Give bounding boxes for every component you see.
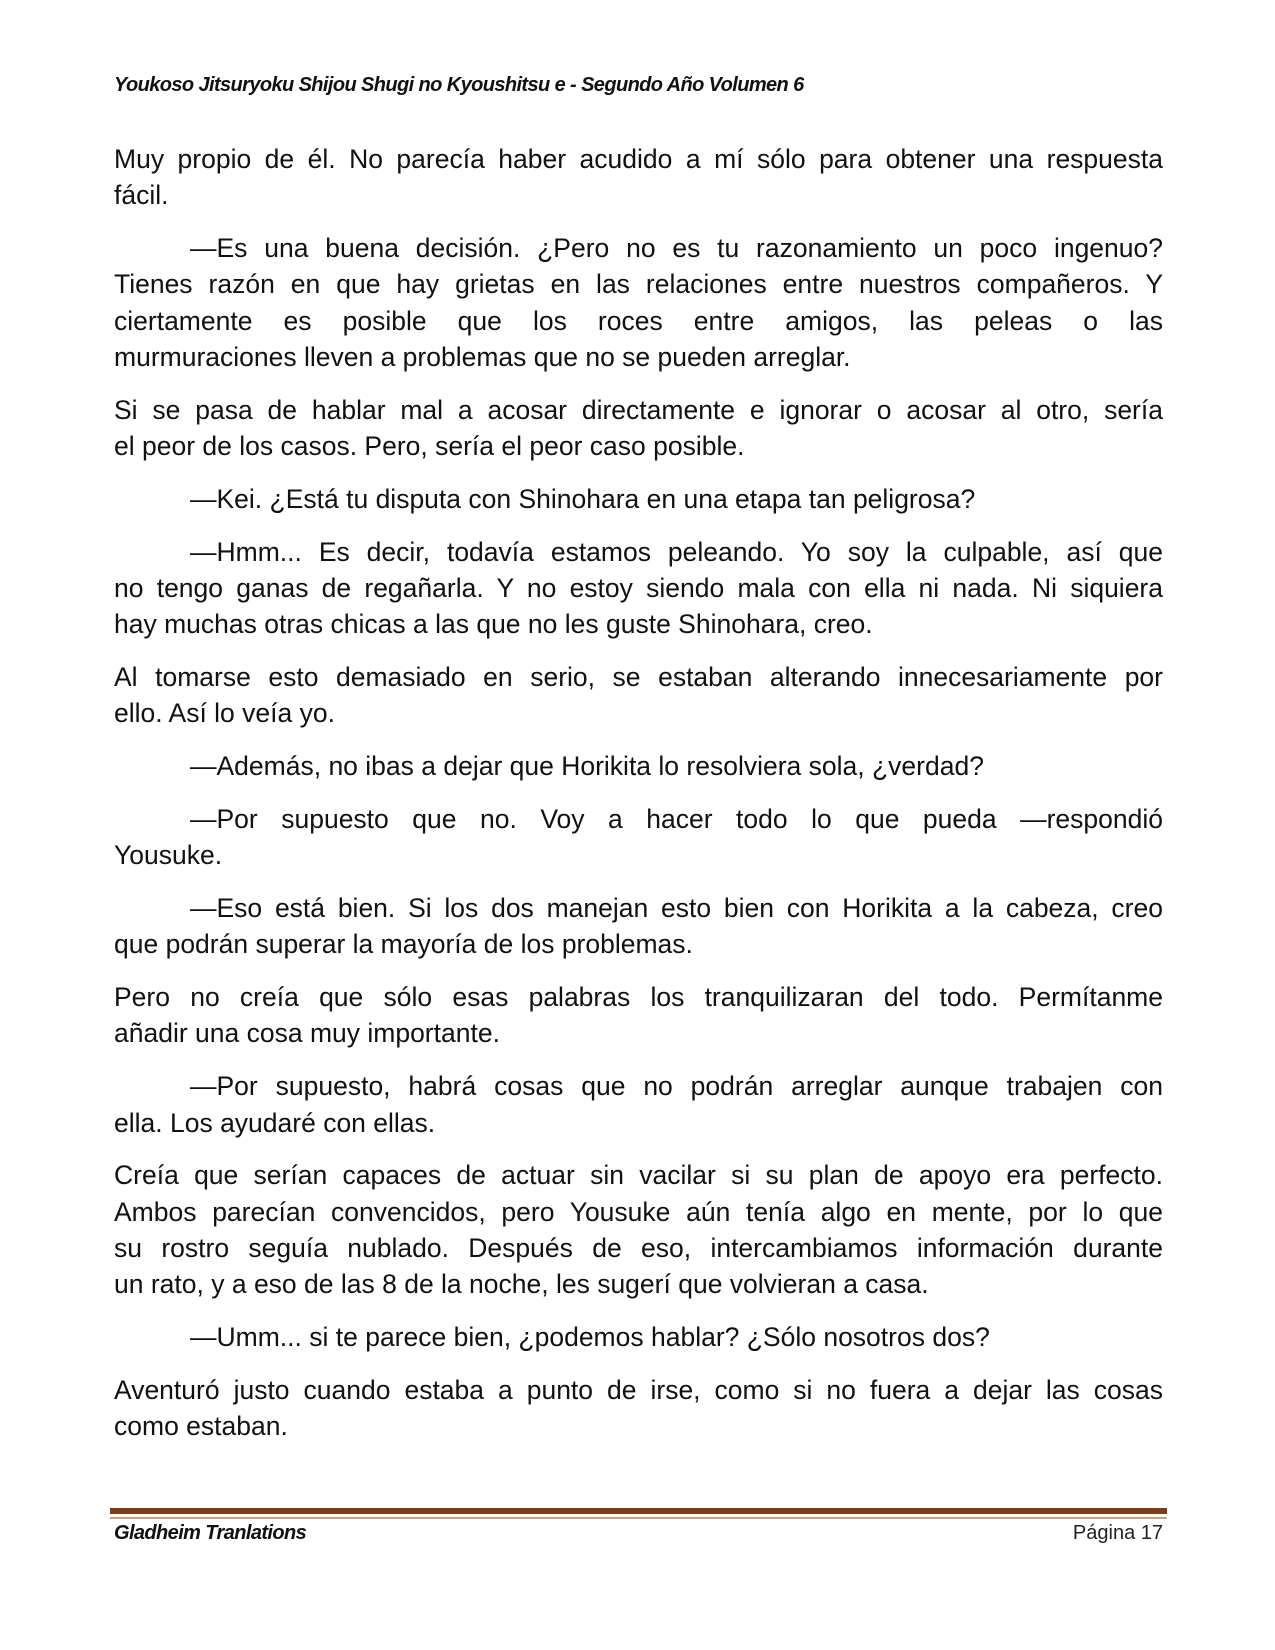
paragraph <box>114 392 1163 465</box>
paragraph <box>114 1157 1163 1302</box>
text-line: ello. Así lo veía yo. <box>114 698 335 729</box>
text-line: Si se pasa de hablar mal a acosar directamente e ignorar o acosar al otro, sería <box>114 394 1163 425</box>
text-line: —Es una buena decisión. ¿Pero no es tu razonamiento un poco ingenuo? <box>190 233 1163 264</box>
text-line: añadir una cosa muy importante. <box>114 1018 500 1049</box>
paragraph <box>114 1068 1163 1141</box>
paragraph <box>114 141 1163 214</box>
text-line: —Umm... si te parece bien, ¿podemos hablar? ¿Sólo nosotros dos? <box>190 1322 990 1353</box>
text-line: no tengo ganas de regañarla. Y no estoy siendo mala con ella ni nada. Ni siquiera <box>114 572 1163 603</box>
paragraph <box>114 979 1163 1052</box>
text-line: Creía que serían capaces de actuar sin vacilar si su plan de apoyo era perfecto. <box>114 1160 1163 1191</box>
text-line: fácil. <box>114 180 169 211</box>
body-text <box>114 141 1163 1461</box>
text-line: Pero no creía que sólo esas palabras los tranquilizaran del todo. Permítanme <box>114 982 1163 1013</box>
paragraph <box>114 534 1163 643</box>
paragraph <box>114 230 1163 375</box>
text-line: Tienes razón en que hay grietas en las relaciones entre nuestros compañeros. Y <box>114 269 1163 300</box>
text-line: ella. Los ayudaré con ellas. <box>114 1107 436 1138</box>
text-line: el peor de los casos. Pero, sería el peor caso posible. <box>114 431 745 462</box>
paragraph <box>114 801 1163 874</box>
footer-credit: Gladheim Tranlations <box>114 1522 307 1544</box>
text-line: Yousuke. <box>114 840 223 871</box>
text-line: que podrán superar la mayoría de los problemas. <box>114 929 693 960</box>
text-line: como estaban. <box>114 1411 288 1442</box>
paragraph <box>114 659 1163 732</box>
text-line: Al tomarse esto demasiado en serio, se estaban alterando innecesariamente por <box>114 662 1163 693</box>
footer-divider <box>110 1508 1167 1514</box>
text-line: hay muchas otras chicas a las que no les guste Shinohara, creo. <box>114 609 873 640</box>
running-header: Youkoso Jitsuryoku Shijou Shugi no Kyoushitsu e - Segundo Año Volumen 6 <box>114 74 804 96</box>
text-line: —Por supuesto, habrá cosas que no podrán arreglar aunque trabajen con <box>190 1071 1163 1102</box>
text-line: Muy propio de él. No parecía haber acudido a mí sólo para obtener una respuesta <box>114 144 1163 174</box>
page-number: Página 17 <box>1072 1522 1163 1544</box>
paragraph <box>114 1372 1163 1445</box>
text-line: murmuraciones lleven a problemas que no se pueden arreglar. <box>114 341 851 372</box>
text-line: su rostro seguía nublado. Después de eso, intercambiamos información durante <box>114 1232 1163 1263</box>
text-line: Ambos parecían convencidos, pero Yousuke aún tenía algo en mente, por lo que <box>114 1196 1163 1227</box>
text-line: —Hmm... Es decir, todavía estamos peleando. Yo soy la culpable, así que <box>190 536 1163 567</box>
text-line: —Kei. ¿Está tu disputa con Shinohara en una etapa tan peligrosa? <box>190 483 976 514</box>
paragraph <box>114 890 1163 963</box>
text-line: —Además, no ibas a dejar que Horikita lo resolviera sola, ¿verdad? <box>190 751 984 782</box>
text-line: —Por supuesto que no. Voy a hacer todo lo que pueda —respondió <box>190 803 1163 834</box>
footer-divider-thin <box>110 1517 1167 1519</box>
text-line: un rato, y a eso de las 8 de la noche, les sugerí que volvieran a casa. <box>114 1269 929 1300</box>
text-line: —Eso está bien. Si los dos manejan esto bien con Horikita a la cabeza, creo <box>190 893 1163 924</box>
text-line: ciertamente es posible que los roces entre amigos, las peleas o las <box>114 305 1163 336</box>
paragraph <box>114 481 1163 517</box>
paragraph <box>114 1319 1163 1355</box>
paragraph <box>114 748 1163 784</box>
text-line: Aventuró justo cuando estaba a punto de irse, como si no fuera a dejar las cosas <box>114 1374 1163 1405</box>
